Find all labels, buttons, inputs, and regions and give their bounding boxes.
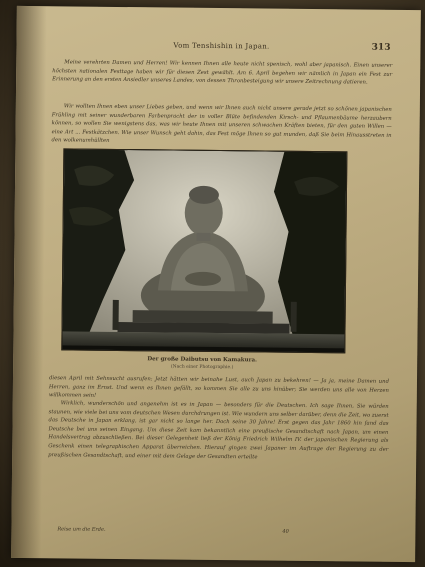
running-title: Vom Tenshishin in Japan.: [173, 41, 270, 51]
figure-caption-subtitle: (Nach einer Photographie.): [170, 364, 234, 371]
sheet-number: 40: [282, 528, 289, 535]
book-page: [11, 6, 421, 562]
figure-caption: Der große Daibutsu von Kamakura.: [147, 356, 258, 364]
page-header: [56, 40, 391, 57]
page-number: 313: [371, 42, 391, 53]
daibutsu-photo-image: [62, 149, 346, 352]
binding-shadow: [11, 6, 47, 558]
page-footer: [57, 526, 377, 535]
paragraph-4: Wirklich, wunderschön und angenehm ist es in Japan — besonders für die Deutschen. Ich sage Ihnen, Sie würden staunen, wie viele bei uns vom deutschen Wesen durchdrungen ist. Wie wundern uns selber darüber, denn die Zeit, wo zuerst das Deutsche in Japan erklang, ist gar nicht so lange her. Doch seine 30 Jahre! Erst gegen das Jahr 1860 hin fand das Deutsche bei uns seinen Eingang. Um diese Zeit kam bekanntlich eine preußische Gesandtschaft nach Japan, um einen Handelsvertrag abzuschließen. Bei dieser Gelegenheit ließ der König Friedrich Wilhelm IV. der japanischen Regierung als Geschenk einen telegraphischen Apparat überreichen. Hierauf gingen zwei Japaner im Auftrage der Regierung zu der preußischen Gesandtschaft, und einer mit dem Gelage der Gesandten erteilte: [48, 400, 389, 461]
paragraph-3: diesen April mit Sehnsucht ausrufen: Jetzt hätten wir beinahe Lust, auch Japan zu bekehren! — Ja ja, meine Damen und Herren, ganz im Ernst. Und wenn es Ihnen gefällt, so kommen Sie alle zu uns hinüber; Sie werden uns alle von Herzen willkommen sein!: [48, 375, 390, 399]
paragraph-1: Meine verehrten Damen und Herren! Wir kennen Ihnen alle heute nicht spenisch, wohl aber japanisch. Einen unserer höchsten nationalen Festtage haben wir für diesen Zest gewählt. Am 6. April begehen wir nämlich in Japan ein Fest zur Erinnerung an den ersten Ansiedler unseres Landes, von dessen Thronbesteigung wir unsere Zeitrechnung datieren.: [52, 59, 393, 86]
footer-signature: Reise um die Erde.: [57, 526, 106, 533]
paragraph-2: Wir wollten Ihnen eben unser Liebes geben, und wenn wir Ihnen auch nicht unsere gerade jetzt so schönen japanischen Frühling mit seiner wunderbaren Farbenpracht der in voller Blüte befindenden Kirsch- und Pflaumenbäume herzaubern können, so wollen Sie wenigstens das, was wir heute Ihnen mit unseren schwachen Kräften bieten, für den guten Willen — eine Art ... Festkätzchen. Wie unser Wunsch geht dahin, das Fest möge Ihnen so gut munden, daß Sie beim Hinausstreten in den wolkenumhüllten: [51, 103, 392, 145]
daibutsu-photograph: [61, 148, 347, 353]
